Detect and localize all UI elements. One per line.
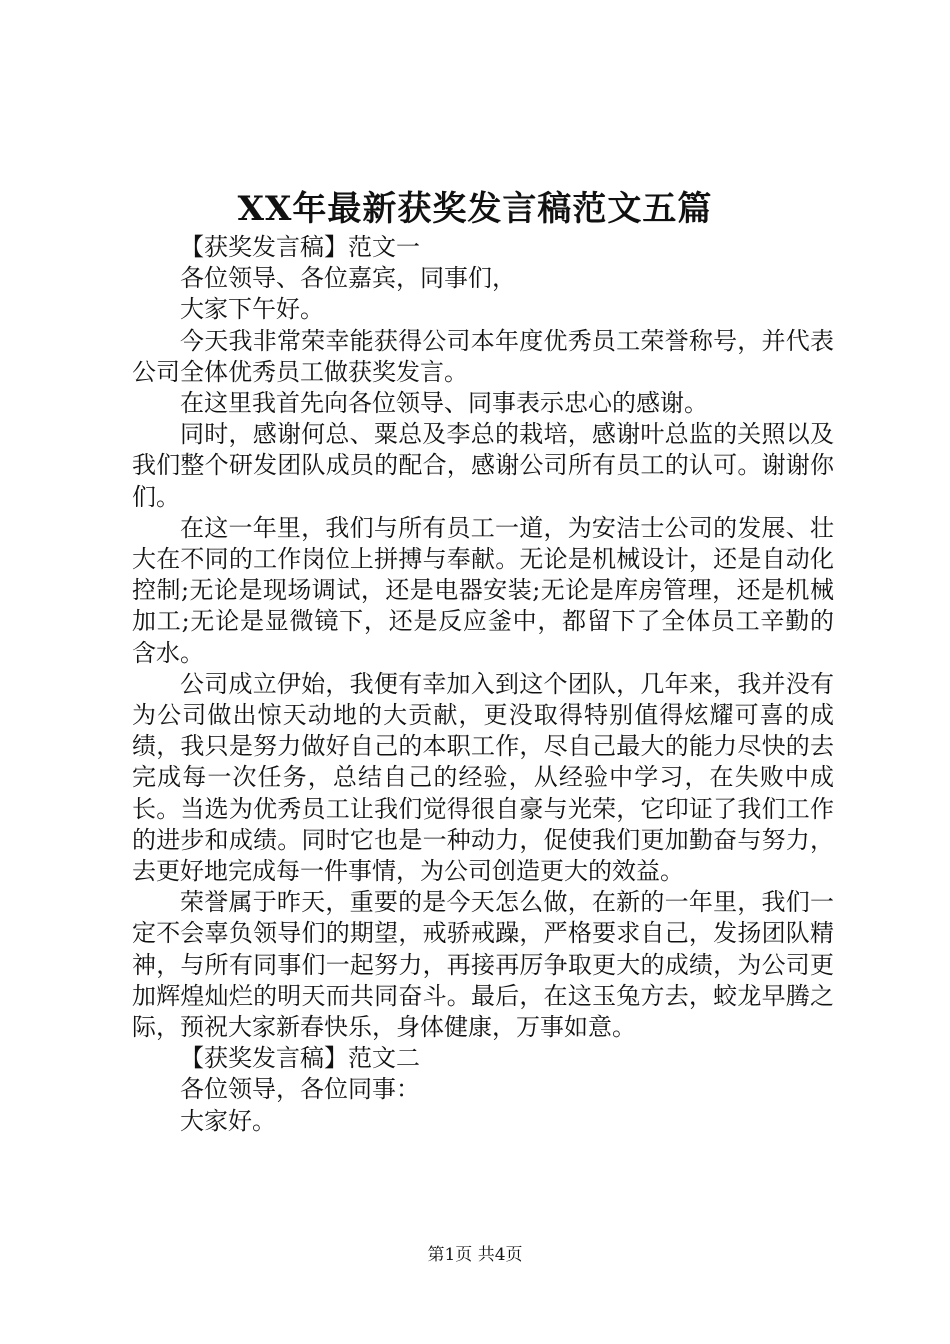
document-body — [132, 232, 834, 1137]
paragraph-greeting-1: 大家下午好。 — [180, 295, 324, 324]
paragraph-salutation-2: 各位领导，各位同事： — [180, 1075, 420, 1104]
paragraph: 今天我非常荣幸能获得公司本年度优秀员工荣誉称号，并代表公司全体优秀员工做获奖发言。 — [132, 326, 834, 386]
paragraph-heading-2: 【获奖发言稿】范文二 — [180, 1044, 420, 1073]
paragraph: 在这里我首先向各位领导、同事表示忠心的感谢。 — [180, 389, 708, 418]
paragraph-salutation-1: 各位领导、各位嘉宾，同事们， — [180, 264, 516, 293]
paragraph: 公司成立伊始，我便有幸加入到这个团队，几年来，我并没有为公司做出惊天动地的大贡献，更没取得特别值得炫耀可喜的成绩，我只是努力做好自己的本职工作，尽自己最大的能力尽快的去完成每一次任务，总结自己的经验，从经验中学习，在失败中成长。当选为优秀员工让我们觉得很自豪与光荣，它印证了我们工作的进步和成绩。同时它也是一种动力，促使我们更加勤奋与努力，去更好地完成每一件事情，为公司创造更大的效益。 — [132, 669, 834, 886]
paragraph-heading-1: 【获奖发言稿】范文一 — [180, 233, 420, 261]
paragraph-greeting-2: 大家好。 — [180, 1106, 276, 1135]
paragraph: 同时，感谢何总、粟总及李总的栽培，感谢叶总监的关照以及我们整个研发团队成员的配合，感谢公司所有员工的认可。谢谢你们。 — [132, 420, 834, 511]
page-number-footer: 第1页 共4页 — [427, 1245, 523, 1265]
document-title: XX年最新获奖发言稿范文五篇 — [237, 189, 713, 229]
paragraph: 在这一年里，我们与所有员工一道，为安洁士公司的发展、壮大在不同的工作岗位上拼搏与奉献。无论是机械设计，还是自动化控制;无论是现场调试，还是电器安装;无论是库房管理，还是机械加工;无论是显微镜下，还是反应釜中，都留下了全体员工辛勤的含水。 — [132, 513, 834, 667]
paragraph: 荣誉属于昨天，重要的是今天怎么做，在新的一年里，我们一定不会辜负领导们的期望，戒骄戒躁，严格要求自己，发扬团队精神，与所有同事们一起努力，再接再厉争取更大的成绩，为公司更加辉煌灿烂的明天而共同奋斗。最后，在这玉兔方去，蛟龙早腾之际，预祝大家新春快乐，身体健康，万事如意。 — [132, 888, 834, 1042]
